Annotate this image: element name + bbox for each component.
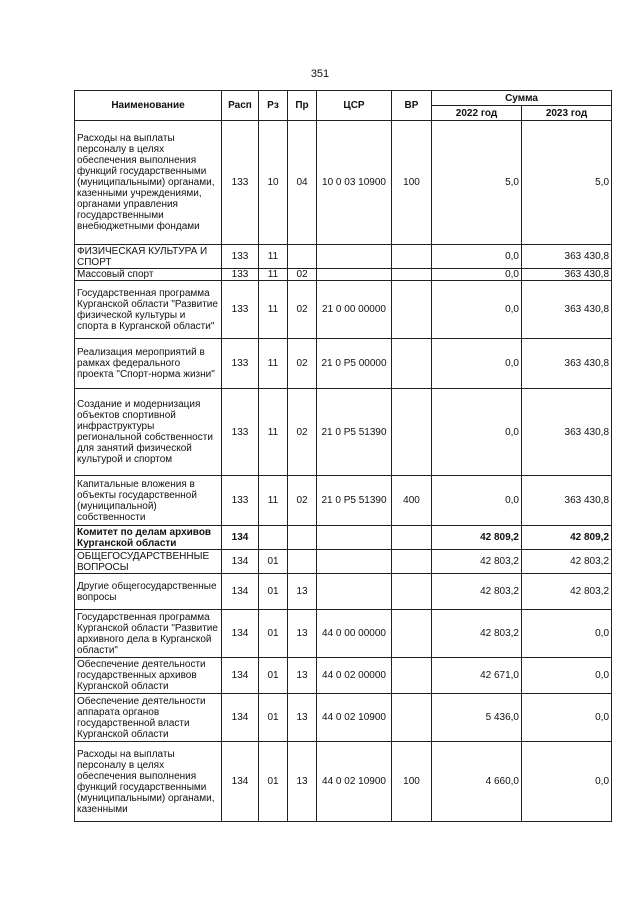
row-sum-2023: 0,0 [522,610,612,658]
header-row [75,91,612,106]
row-rasp: 134 [222,610,259,658]
row-rasp: 134 [222,574,259,610]
page-number: 351 [310,68,330,80]
row-sum-2022: 4 660,0 [432,742,522,822]
row-pr: 13 [288,658,317,694]
row-sum-2022: 0,0 [432,389,522,476]
row-vr [392,526,432,550]
row-name: Массовый спорт [75,269,222,281]
row-name: Расходы на выплаты персоналу в целях обеспечения выполнения функций государственными (муниципальными) органами, казенными учреждениями, органами управления государственными внебюджетными фондами [75,121,222,245]
row-rz: 11 [259,389,288,476]
table-body [75,121,612,822]
row-rasp: 134 [222,742,259,822]
row-rz [259,526,288,550]
row-pr [288,550,317,574]
row-sum-2023: 363 430,8 [522,281,612,339]
row-name: Расходы на выплаты персоналу в целях обеспечения выполнения функций государственными (муниципальными) органами, казенными [75,742,222,822]
row-rasp: 133 [222,281,259,339]
row-rasp: 133 [222,269,259,281]
row-name: Реализация мероприятий в рамках федерального проекта "Спорт-норма жизни" [75,339,222,389]
row-pr [288,526,317,550]
row-pr: 13 [288,574,317,610]
row-csr: 10 0 03 10900 [317,121,392,245]
row-name: Другие общегосударственные вопросы [75,574,222,610]
row-csr [317,574,392,610]
row-sum-2023: 5,0 [522,121,612,245]
header-vr: ВР [392,91,432,121]
row-rz: 11 [259,339,288,389]
row-csr: 44 0 02 00000 [317,658,392,694]
row-sum-2022: 0,0 [432,476,522,526]
row-rz: 11 [259,269,288,281]
header-pr: Пр [288,91,317,121]
row-name: ОБЩЕГОСУДАРСТВЕННЫЕ ВОПРОСЫ [75,550,222,574]
row-vr [392,610,432,658]
row-pr: 02 [288,281,317,339]
row-rasp: 134 [222,694,259,742]
row-pr [288,245,317,269]
row-sum-2022: 42 803,2 [432,610,522,658]
row-sum-2023: 42 803,2 [522,550,612,574]
table-row [75,281,612,339]
row-rasp: 133 [222,339,259,389]
row-pr: 02 [288,339,317,389]
table-row [75,121,612,245]
row-sum-2023: 363 430,8 [522,476,612,526]
row-csr [317,269,392,281]
row-rz: 11 [259,281,288,339]
row-rasp: 133 [222,245,259,269]
row-name: Государственная программа Курганской области "Развитие архивного дела в Курганской области" [75,610,222,658]
row-sum-2022: 5 436,0 [432,694,522,742]
table-row [75,476,612,526]
header-2022: 2022 год [432,106,522,121]
row-name: Комитет по делам архивов Курганской области [75,526,222,550]
row-pr: 04 [288,121,317,245]
budget-table [74,90,612,822]
row-vr [392,658,432,694]
header-csr: ЦСР [317,91,392,121]
row-rz: 11 [259,245,288,269]
header-rz: Рз [259,91,288,121]
table-row [75,339,612,389]
row-vr: 400 [392,476,432,526]
row-sum-2023: 0,0 [522,658,612,694]
row-csr [317,245,392,269]
row-csr: 21 0 00 00000 [317,281,392,339]
row-sum-2022: 0,0 [432,339,522,389]
row-sum-2023: 0,0 [522,742,612,822]
row-name: Государственная программа Курганской области "Развитие физической культуры и спорта в Курганской области" [75,281,222,339]
row-sum-2023: 363 430,8 [522,245,612,269]
table-row [75,245,612,269]
row-vr [392,550,432,574]
row-vr [392,389,432,476]
table-row [75,269,612,281]
row-vr: 100 [392,742,432,822]
row-sum-2023: 0,0 [522,694,612,742]
row-vr [392,574,432,610]
row-sum-2023: 42 809,2 [522,526,612,550]
row-rz: 10 [259,121,288,245]
row-rz: 01 [259,694,288,742]
row-name: Обеспечение деятельности государственных архивов Курганской области [75,658,222,694]
row-pr: 13 [288,742,317,822]
row-name: Капитальные вложения в объекты государственной (муниципальной) собственности [75,476,222,526]
row-csr: 44 0 00 00000 [317,610,392,658]
table-row [75,389,612,476]
row-name: Обеспечение деятельности аппарата органов государственной власти Курганской области [75,694,222,742]
row-csr [317,550,392,574]
row-sum-2022: 0,0 [432,269,522,281]
row-rz: 11 [259,476,288,526]
row-vr [392,245,432,269]
row-csr [317,526,392,550]
table-row [75,526,612,550]
table-row [75,574,612,610]
row-vr [392,339,432,389]
row-sum-2023: 42 803,2 [522,574,612,610]
row-rasp: 134 [222,550,259,574]
row-vr [392,281,432,339]
table-row [75,658,612,694]
row-csr: 21 0 P5 51390 [317,476,392,526]
row-rasp: 134 [222,658,259,694]
row-csr: 21 0 P5 51390 [317,389,392,476]
row-csr: 21 0 P5 00000 [317,339,392,389]
row-vr: 100 [392,121,432,245]
row-csr: 44 0 02 10900 [317,742,392,822]
row-rz: 01 [259,610,288,658]
row-vr [392,694,432,742]
row-pr: 02 [288,476,317,526]
row-sum-2022: 5,0 [432,121,522,245]
row-vr [392,269,432,281]
table-row [75,694,612,742]
row-name: Создание и модернизация объектов спортивной инфраструктуры региональной собственности для занятий физической культурой и спортом [75,389,222,476]
row-sum-2022: 42 671,0 [432,658,522,694]
row-sum-2023: 363 430,8 [522,339,612,389]
row-rasp: 133 [222,389,259,476]
row-csr: 44 0 02 10900 [317,694,392,742]
row-sum-2022: 0,0 [432,245,522,269]
row-rz: 01 [259,742,288,822]
header-name: Наименование [75,91,222,121]
row-pr: 13 [288,610,317,658]
row-sum-2022: 0,0 [432,281,522,339]
header-sum: Сумма [432,91,612,106]
row-sum-2023: 363 430,8 [522,389,612,476]
row-rasp: 133 [222,476,259,526]
row-sum-2022: 42 809,2 [432,526,522,550]
row-rasp: 134 [222,526,259,550]
row-rz: 01 [259,550,288,574]
table-row [75,742,612,822]
row-pr: 02 [288,269,317,281]
row-rz: 01 [259,574,288,610]
table-row [75,610,612,658]
row-sum-2022: 42 803,2 [432,574,522,610]
row-pr: 13 [288,694,317,742]
row-pr: 02 [288,389,317,476]
header-rasp: Расп [222,91,259,121]
row-rasp: 133 [222,121,259,245]
row-sum-2022: 42 803,2 [432,550,522,574]
row-rz: 01 [259,658,288,694]
row-sum-2023: 363 430,8 [522,269,612,281]
row-name: ФИЗИЧЕСКАЯ КУЛЬТУРА И СПОРТ [75,245,222,269]
header-2023: 2023 год [522,106,612,121]
table-row [75,550,612,574]
